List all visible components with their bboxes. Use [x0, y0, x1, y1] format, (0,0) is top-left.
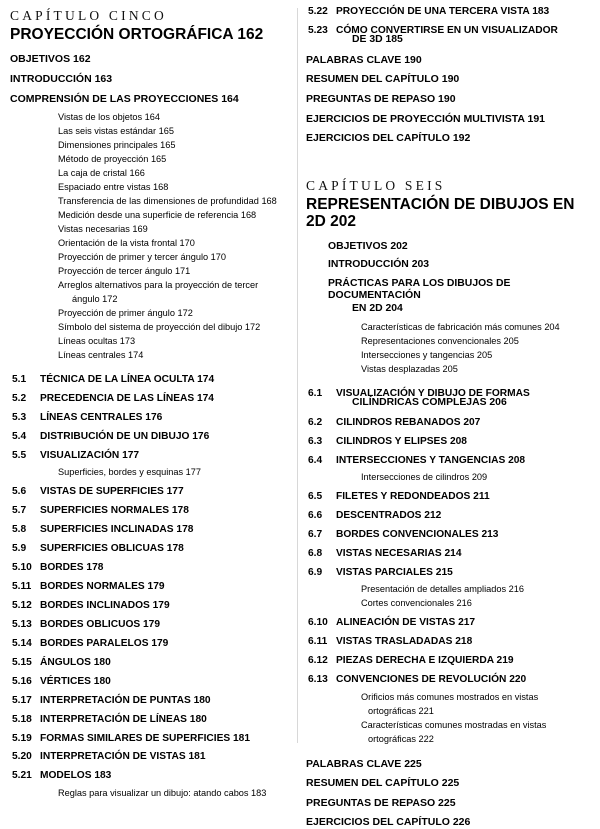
- list-item[interactable]: Presentación de detalles ampliados 216: [361, 584, 524, 595]
- section-number: 5.23: [308, 24, 328, 36]
- section-number: 5.7: [12, 505, 27, 517]
- toc-section[interactable]: [306, 617, 588, 629]
- section-title: VISTAS NECESARIAS 214: [336, 548, 462, 560]
- toc-section[interactable]: [306, 655, 588, 667]
- toc-section[interactable]: [10, 638, 292, 650]
- section-title: PIEZAS DERECHA E IZQUIERDA 219: [336, 655, 514, 667]
- section-title: BORDES OBLICUOS 179: [40, 618, 161, 630]
- toc-section[interactable]: [10, 619, 292, 631]
- section-title: INTERPRETACIÓN DE VISTAS 181: [40, 751, 206, 763]
- section-title: ALINEACIÓN DE VISTAS 217: [336, 617, 476, 629]
- entry-comprension-proyecciones[interactable]: COMPRENSIÓN DE LAS PROYECCIONES 164: [10, 92, 239, 105]
- toc-section[interactable]: [10, 733, 292, 745]
- section-title: SUPERFICIES OBLICUAS 178: [40, 543, 184, 555]
- section-number: 6.10: [308, 617, 328, 629]
- list-item[interactable]: Cortes convencionales 216: [361, 598, 472, 609]
- section-title: VISTAS PARCIALES 215: [336, 566, 453, 578]
- list-item[interactable]: Características comunes mostradas en vistas: [361, 719, 547, 730]
- toc-section[interactable]: [10, 657, 292, 669]
- toc-section[interactable]: [306, 25, 588, 37]
- section-number: 6.8: [308, 548, 323, 560]
- toc-columns: [10, 6, 590, 829]
- entry-resumen-capitulo-6[interactable]: RESUMEN DEL CAPÍTULO 225: [306, 777, 460, 790]
- toc-section[interactable]: [306, 636, 588, 648]
- section-number: 6.2: [308, 416, 323, 428]
- section-title: DESCENTRADOS 212: [336, 510, 442, 522]
- section-number: 6.4: [308, 454, 323, 466]
- list-item[interactable]: Vistas desplazadas 205: [361, 363, 458, 374]
- list-item[interactable]: Arreglos alternativos para la proyección de tercer: [58, 280, 259, 291]
- toc-section[interactable]: [306, 567, 588, 579]
- list-item[interactable]: Vistas necesarias 169: [58, 224, 148, 235]
- list-item[interactable]: La caja de cristal 166: [58, 168, 145, 179]
- list-item[interactable]: Dimensiones principales 165: [58, 140, 176, 151]
- list-item[interactable]: ángulo 172: [72, 294, 118, 305]
- list-item[interactable]: Orientación de la vista frontal 170: [58, 238, 195, 249]
- section-title: CILINDROS Y ELIPSES 208: [336, 435, 467, 447]
- section-number: 6.6: [308, 510, 323, 522]
- list-item[interactable]: Intersecciones y tangencias 205: [361, 349, 493, 360]
- section-title: VISUALIZACIÓN 177: [40, 449, 140, 461]
- section-title: PROYECCIÓN DE UNA TERCERA VISTA 183: [336, 6, 550, 17]
- section-number: 5.1: [12, 374, 27, 386]
- section-number: 5.8: [12, 524, 27, 536]
- section-title: PRECEDENCIA DE LAS LÍNEAS 174: [40, 393, 214, 405]
- section-title: INTERPRETACIÓN DE LÍNEAS 180: [40, 713, 207, 725]
- toc-section[interactable]: [306, 529, 588, 541]
- section-title: INTERPRETACIÓN DE PUNTAS 180: [40, 694, 211, 706]
- section-title: CÓMO CONVERTIRSE EN UN VISUALIZADOR: [336, 24, 558, 36]
- list-item[interactable]: Proyección de primer y tercer ángulo 170: [58, 252, 227, 263]
- list-item[interactable]: Las seis vistas estándar 165: [58, 126, 174, 137]
- entry-palabras-clave-6[interactable]: PALABRAS CLAVE 225: [306, 757, 422, 770]
- entry-preguntas-repaso-5[interactable]: PREGUNTAS DE REPASO 190: [306, 93, 456, 106]
- entry-resumen-capitulo-5[interactable]: RESUMEN DEL CAPÍTULO 190: [306, 73, 460, 86]
- section-number: 5.16: [12, 675, 32, 687]
- column-divider: [297, 8, 298, 743]
- list-item[interactable]: Representaciones convencionales 205: [361, 335, 519, 346]
- section-number: 5.20: [12, 751, 32, 763]
- section-title: SUPERFICIES INCLINADAS 178: [40, 524, 194, 536]
- toc-section[interactable]: [306, 510, 588, 522]
- toc-section[interactable]: [10, 486, 292, 498]
- section-title: ÁNGULOS 180: [40, 656, 111, 668]
- list-item[interactable]: Intersecciones de cilindros 209: [361, 472, 488, 483]
- section-title: SUPERFICIES NORMALES 178: [40, 505, 189, 517]
- list-item[interactable]: Vistas de los objetos 164: [58, 112, 160, 123]
- toc-section[interactable]: [306, 436, 588, 448]
- entry-introduccion[interactable]: INTRODUCCIÓN 163: [10, 72, 113, 85]
- section-number: 5.17: [12, 694, 32, 706]
- chapter-title-six: REPRESENTACIÓN DE DIBUJOS EN 2D 202: [306, 195, 575, 231]
- list-item[interactable]: Símbolo del sistema de proyección del dibujo 172: [58, 322, 261, 333]
- section-title: LÍNEAS CENTRALES 176: [40, 412, 163, 424]
- chapter-title-five: PROYECCIÓN ORTOGRÁFICA 162: [10, 26, 264, 43]
- toc-right-column: [306, 6, 588, 829]
- section-number: 5.4: [12, 430, 27, 442]
- section-number: 5.14: [12, 637, 32, 649]
- section-title: MODELOS 183: [40, 770, 112, 782]
- section-title: FORMAS SIMILARES DE SUPERFICIES 181: [40, 732, 251, 744]
- entry-practicas-dibujos-documentacion[interactable]: PRÁCTICAS PARA LOS DIBUJOS DE DOCUMENTACIÓN: [328, 277, 511, 301]
- entry-palabras-clave-5[interactable]: PALABRAS CLAVE 190: [306, 53, 422, 66]
- toc-section[interactable]: [10, 431, 292, 443]
- list-item[interactable]: Características de fabricación más comunes 204: [361, 321, 560, 332]
- toc-section[interactable]: [306, 6, 588, 18]
- toc-section[interactable]: [10, 695, 292, 707]
- section-title: CILINDROS REBANADOS 207: [336, 416, 481, 428]
- entry-practicas-continuation: EN 2D 204: [352, 303, 403, 315]
- section-title: VISTAS DE SUPERFICIES 177: [40, 486, 184, 498]
- toc-left-column: [10, 6, 292, 798]
- entry-ejercicios-capitulo-5[interactable]: EJERCICIOS DEL CAPÍTULO 192: [306, 132, 471, 145]
- section-number: 6.9: [308, 566, 323, 578]
- section-title: INTERSECCIONES Y TANGENCIAS 208: [336, 454, 526, 466]
- section-title: BORDES NORMALES 179: [40, 581, 165, 593]
- entry-preguntas-repaso-6[interactable]: PREGUNTAS DE REPASO 225: [306, 796, 456, 809]
- list-item[interactable]: Proyección de primer ángulo 172: [58, 308, 193, 319]
- section-title-continuation: DE 3D 185: [352, 34, 403, 46]
- toc-section[interactable]: [10, 505, 292, 517]
- section-title: BORDES PARALELOS 179: [40, 637, 169, 649]
- section-number: 5.9: [12, 543, 27, 555]
- entry-ejercicios-capitulo-6[interactable]: EJERCICIOS DEL CAPÍTULO 226: [306, 816, 471, 829]
- toc-section[interactable]: [10, 714, 292, 726]
- toc-section[interactable]: [10, 751, 292, 763]
- section-number: 5.13: [12, 618, 32, 630]
- section-title: CONVENCIONES DE REVOLUCIÓN 220: [336, 674, 527, 686]
- section-number: 5.18: [12, 713, 32, 725]
- section-number: 5.19: [12, 732, 32, 744]
- toc-section[interactable]: [306, 674, 588, 686]
- entry-objetivos[interactable]: OBJETIVOS 162: [10, 53, 91, 66]
- section-number: 5.5: [12, 449, 27, 461]
- section-number: 5.22: [308, 6, 328, 17]
- chapter-label-six: CAPÍTULO SEIS: [306, 177, 446, 193]
- section-title: BORDES CONVENCIONALES 213: [336, 529, 499, 541]
- section-number: 5.10: [12, 562, 32, 574]
- section-title: DISTRIBUCIÓN DE UN DIBUJO 176: [40, 430, 210, 442]
- section-number: 6.3: [308, 435, 323, 447]
- list-item[interactable]: Proyección de tercer ángulo 171: [58, 266, 191, 277]
- list-item[interactable]: Medición desde una superficie de referencia 168: [58, 210, 257, 221]
- section-number: 5.3: [12, 412, 27, 424]
- toc-section[interactable]: [306, 548, 588, 560]
- section-title: VÉRTICES 180: [40, 675, 111, 687]
- toc-section[interactable]: [10, 581, 292, 593]
- entry-objetivos-6[interactable]: OBJETIVOS 202: [328, 240, 408, 252]
- toc-section[interactable]: [10, 412, 292, 424]
- toc-section[interactable]: [10, 676, 292, 688]
- section-title: BORDES INCLINADOS 179: [40, 599, 170, 611]
- toc-section[interactable]: [10, 600, 292, 612]
- section-number: 5.15: [12, 656, 32, 668]
- section-number: 5.6: [12, 486, 27, 498]
- toc-section[interactable]: [10, 543, 292, 555]
- toc-section[interactable]: [306, 455, 588, 467]
- section-number: 5.21: [12, 770, 32, 782]
- section-number: 6.7: [308, 529, 323, 541]
- toc-section[interactable]: [10, 770, 292, 782]
- entry-introduccion-6[interactable]: INTRODUCCIÓN 203: [328, 259, 430, 271]
- section-title-continuation: CILÍNDRICAS COMPLEJAS 206: [352, 397, 507, 409]
- toc-section[interactable]: [306, 417, 588, 429]
- list-item[interactable]: Espaciado entre vistas 168: [58, 182, 169, 193]
- list-item[interactable]: ortográficas 221: [368, 705, 434, 716]
- list-item[interactable]: Orificios más comunes mostrados en vistas: [361, 691, 539, 702]
- list-item[interactable]: Líneas ocultas 173: [58, 336, 136, 347]
- section-number: 6.13: [308, 674, 328, 686]
- section-number: 6.1: [308, 387, 323, 399]
- section-title: BORDES 178: [40, 562, 104, 574]
- section-title: VISUALIZACIÓN Y DIBUJO DE FORMAS: [336, 387, 530, 399]
- section-number: 6.11: [308, 636, 328, 648]
- chapter-label-five: CAPÍTULO CINCO: [10, 8, 167, 23]
- list-item[interactable]: ortográficas 222: [368, 733, 434, 744]
- list-item[interactable]: Líneas centrales 174: [58, 350, 144, 361]
- toc-section[interactable]: [10, 562, 292, 574]
- list-item[interactable]: Transferencia de las dimensiones de profundidad 168: [58, 196, 277, 207]
- list-item[interactable]: Superficies, bordes y esquinas 177: [58, 467, 202, 478]
- chapter-six-block: [306, 178, 588, 231]
- section-title: FILETES Y REDONDEADOS 211: [336, 491, 490, 503]
- list-item[interactable]: Reglas para visualizar un dibujo: atando cabos 183: [58, 787, 267, 798]
- toc-section[interactable]: [10, 374, 292, 386]
- list-item[interactable]: Método de proyección 165: [58, 154, 167, 165]
- section-number: 5.12: [12, 599, 32, 611]
- toc-section[interactable]: [10, 393, 292, 405]
- toc-section[interactable]: [306, 491, 588, 503]
- section-number: 6.12: [308, 655, 328, 667]
- entry-ejercicios-proyeccion-multivista[interactable]: EJERCICIOS DE PROYECCIÓN MULTIVISTA 191: [306, 112, 546, 125]
- section-number: 6.5: [308, 491, 323, 503]
- section-number: 5.11: [12, 581, 32, 593]
- section-number: 5.2: [12, 393, 27, 405]
- toc-section[interactable]: [10, 450, 292, 462]
- toc-section[interactable]: [10, 524, 292, 536]
- section-title: VISTAS TRASLADADAS 218: [336, 636, 473, 648]
- section-title: TÉCNICA DE LA LÍNEA OCULTA 174: [40, 374, 215, 386]
